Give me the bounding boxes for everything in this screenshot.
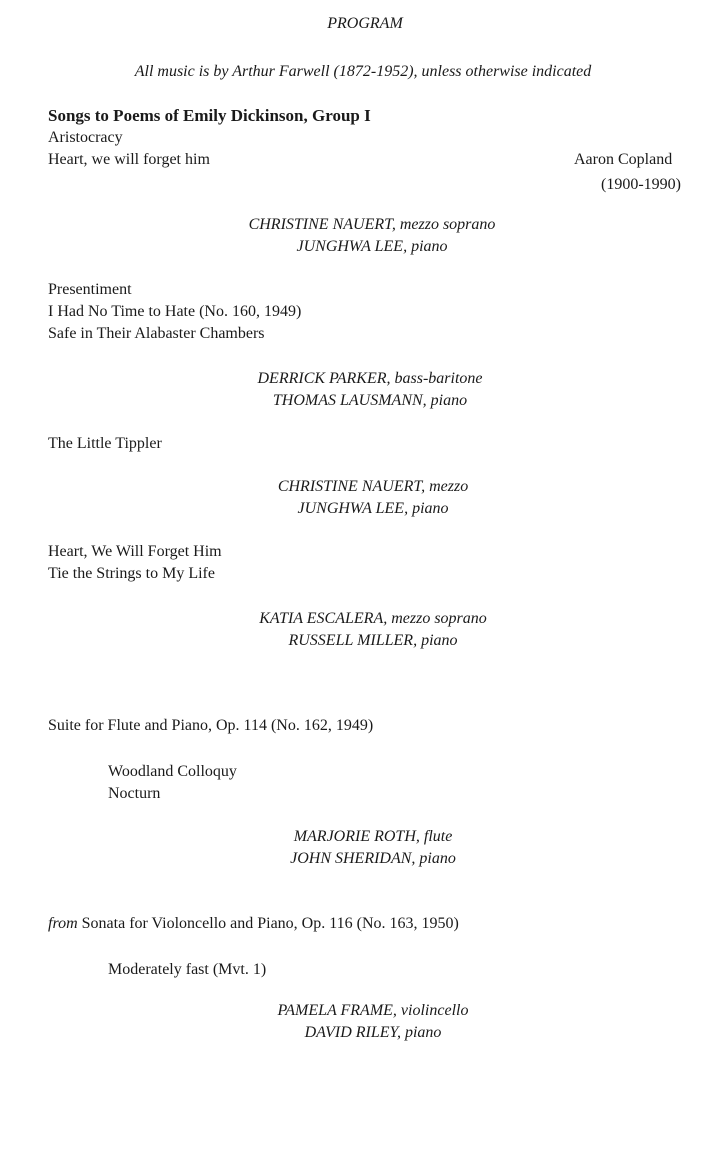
performer-name: DAVID RILEY, bbox=[304, 1024, 401, 1041]
performer-name: MARJORIE ROTH, bbox=[293, 828, 420, 845]
song-title: Presentiment bbox=[48, 281, 132, 298]
composer-name: Aaron Copland bbox=[574, 151, 673, 168]
performer-role: bass-baritone bbox=[394, 370, 483, 387]
performer-role: piano bbox=[404, 1024, 442, 1041]
performer-role: violincello bbox=[400, 1002, 469, 1019]
performer-name: CHRISTINE NAUERT, bbox=[277, 478, 426, 495]
performer-role: mezzo soprano bbox=[391, 610, 487, 627]
performer-name: KATIA ESCALERA, bbox=[259, 610, 388, 627]
song-title: Aristocracy bbox=[48, 129, 123, 146]
performer-line bbox=[0, 848, 710, 870]
performer-line bbox=[0, 826, 710, 848]
performer-line bbox=[0, 214, 710, 236]
performer-line bbox=[0, 368, 710, 390]
page-subtitle: All music is by Arthur Farwell (1872-1952), unless otherwise indicated bbox=[134, 63, 592, 80]
performer-line bbox=[0, 498, 710, 520]
performer-role: mezzo bbox=[429, 478, 469, 495]
song-title: Heart, We Will Forget Him bbox=[48, 543, 222, 560]
song-title: Heart, we will forget him bbox=[48, 151, 210, 168]
performer-line bbox=[0, 1022, 710, 1044]
performer-name: JOHN SHERIDAN, bbox=[290, 850, 416, 867]
performer-name: JUNGHWA LEE, bbox=[296, 238, 408, 255]
performer-name: PAMELA FRAME, bbox=[277, 1002, 397, 1019]
page-title: PROGRAM bbox=[327, 15, 403, 32]
performer-name: THOMAS LAUSMANN, bbox=[272, 392, 427, 409]
work-title: Suite for Flute and Piano, Op. 114 (No. 162, 1949) bbox=[48, 717, 374, 734]
movement-title: Moderately fast (Mvt. 1) bbox=[108, 961, 267, 978]
performer-line bbox=[0, 236, 710, 258]
song-title: Safe in Their Alabaster Chambers bbox=[48, 325, 265, 342]
performer-role: piano bbox=[421, 632, 458, 649]
song-title: Tie the Strings to My Life bbox=[48, 565, 215, 582]
song-title: I Had No Time to Hate (No. 160, 1949) bbox=[48, 303, 302, 320]
work-prefix: from bbox=[48, 915, 78, 932]
movement-title: Woodland Colloquy bbox=[108, 763, 237, 780]
performer-role: piano bbox=[411, 238, 448, 255]
performer-line bbox=[0, 476, 710, 498]
performer-name: RUSSELL MILLER, bbox=[288, 632, 418, 649]
performer-name: JUNGHWA LEE, bbox=[297, 500, 409, 517]
performer-role: flute bbox=[423, 828, 453, 845]
performer-line bbox=[0, 390, 710, 412]
performer-role: mezzo soprano bbox=[399, 216, 496, 233]
performer-line bbox=[0, 608, 710, 630]
composer-dates: (1900-1990) bbox=[601, 176, 681, 193]
performer-name: DERRICK PARKER, bbox=[257, 370, 391, 387]
performer-role: piano bbox=[412, 500, 449, 517]
work-title bbox=[48, 914, 459, 934]
movement-title: Nocturn bbox=[108, 785, 161, 802]
performer-name: CHRISTINE NAUERT, bbox=[248, 216, 396, 233]
song-title: The Little Tippler bbox=[48, 435, 162, 452]
performer-line bbox=[0, 630, 710, 652]
performer-role: piano bbox=[430, 392, 468, 409]
performer-role: piano bbox=[419, 850, 456, 867]
performer-line bbox=[0, 1000, 710, 1022]
section-heading: Songs to Poems of Emily Dickinson, Group I bbox=[48, 106, 371, 125]
work-title-text: Sonata for Violoncello and Piano, Op. 116 (No. 163, 1950) bbox=[81, 915, 459, 932]
